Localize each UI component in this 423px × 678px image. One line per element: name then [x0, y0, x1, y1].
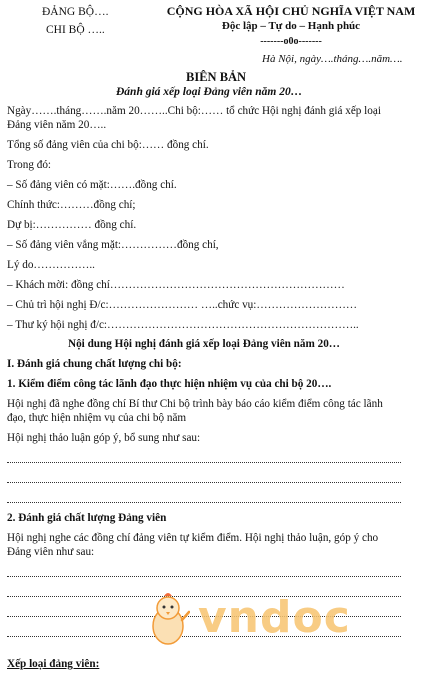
fill-line: [7, 576, 401, 577]
document-title: BIÊN BẢN: [186, 70, 247, 84]
classification-label: Xếp loại đảng viên:: [7, 658, 100, 670]
reserve-members: Dự bị:…………… đồng chí.: [7, 219, 137, 231]
place-date: Hà Nội, ngày….tháng….năm….: [262, 53, 403, 65]
chair-line: – Chủ trì hội nghị Đ/c:…………………… …..chức vụ:………………………: [7, 299, 358, 311]
section-1-para-3a: Hội nghị nghe các đồng chí đảng viên tự kiểm điểm. Hội nghị thảo luận, góp ý cho: [7, 532, 379, 544]
section-1-sub-1: 1. Kiểm điểm công tác lãnh đạo thực hiện nhiệm vụ của chi bộ 20….: [7, 378, 332, 390]
section-1-para-3b: Đảng viên như sau:: [7, 546, 95, 558]
cell-unit: CHI BỘ …..: [46, 24, 105, 36]
section-1-heading: I. Đánh giá chung chất lượng chi bộ:: [7, 358, 182, 370]
fill-line: [7, 482, 401, 483]
absent-members: – Số đảng viên vắng mặt:……………đồng chí,: [7, 239, 219, 251]
among-label: Trong đó:: [7, 159, 52, 171]
content-heading: Nội dung Hội nghị đánh giá xếp loại Đảng viên năm 20…: [68, 338, 340, 350]
secretary-line: – Thư ký hội nghị đ/c:…………………………………………………………..: [7, 319, 359, 331]
official-members: Chính thức:………đồng chí;: [7, 199, 136, 211]
present-members: – Số đảng viên có mặt:…….đồng chí.: [7, 179, 177, 191]
header-divider: -------o0o-------: [260, 36, 322, 47]
motto: Độc lập – Tự do – Hạnh phúc: [221, 20, 361, 32]
absence-reason: Lý do……………..: [7, 259, 95, 271]
vndoc-watermark: [158, 590, 368, 650]
fill-line: [7, 462, 401, 463]
section-1-para-1a: Hội nghị đã nghe đồng chí Bí thư Chi bộ trình bày báo cáo kiểm điểm công tác lãnh: [7, 398, 383, 410]
section-1-para-2: Hội nghị thảo luận góp ý, bổ sung như sau:: [7, 432, 201, 444]
watermark-brand: vndoc: [198, 592, 351, 643]
intro-line-2: Đảng viên năm 20…..: [7, 119, 107, 131]
guests-line: – Khách mời: đồng chí………………………………………………………: [7, 279, 345, 291]
party-unit: ĐẢNG BỘ….: [42, 6, 109, 18]
nation-title: CỘNG HÒA XÃ HỘI CHỦ NGHĨA VIỆT NAM: [166, 4, 416, 18]
section-1-para-1b: đạo, thực hiện nhiệm vụ của chi bộ năm: [7, 412, 187, 424]
mascot-chick-icon: [146, 590, 190, 648]
total-members: Tổng số đảng viên của chi bộ:…… đồng chí.: [7, 139, 209, 151]
intro-line-1: Ngày…….tháng…….năm 20……..Chi bộ:…… tổ chức Hội nghị đánh giá xếp loại: [7, 105, 381, 117]
section-1-sub-2: 2. Đánh giá chất lượng Đảng viên: [7, 512, 167, 524]
fill-line: [7, 502, 401, 503]
document-subtitle: Đánh giá xếp loại Đảng viên năm 20…: [116, 86, 303, 98]
